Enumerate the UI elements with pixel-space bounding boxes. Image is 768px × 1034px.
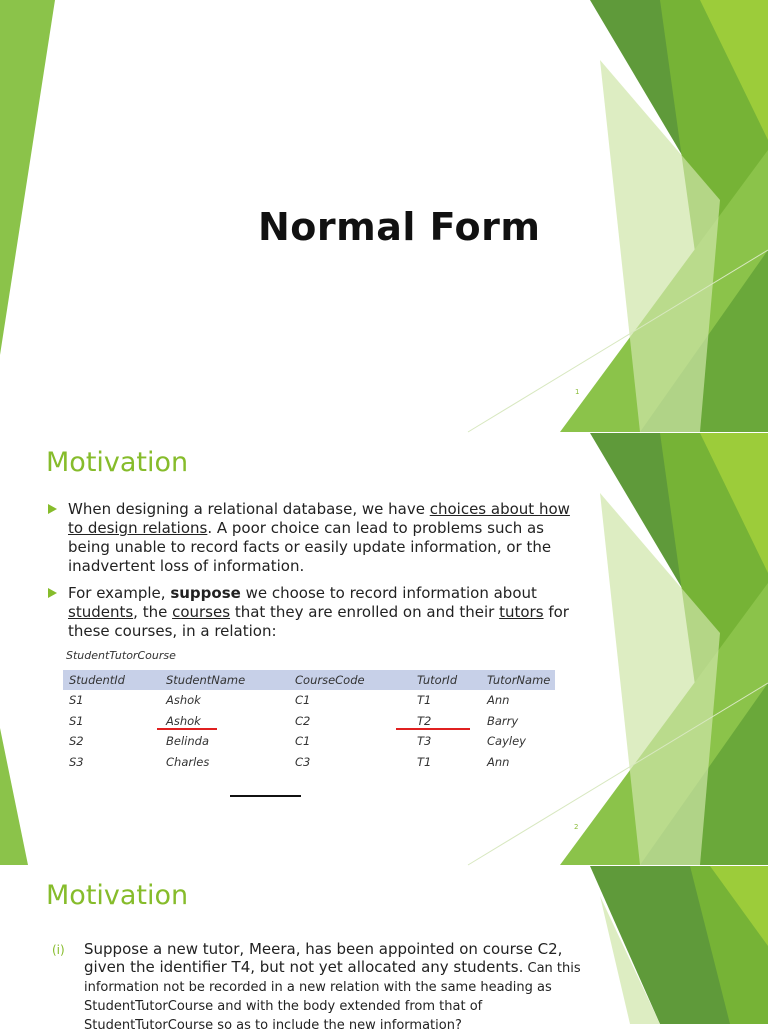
table-cell: S2 xyxy=(69,734,84,748)
table-row xyxy=(63,752,555,773)
slide-2 xyxy=(0,433,768,865)
underlined-text: choices about how to design relations xyxy=(68,500,570,537)
table-header-cell: CourseCode xyxy=(295,673,365,687)
table-cell: C3 xyxy=(295,754,311,769)
table-cell: T1 xyxy=(417,693,432,707)
black-annotation-line xyxy=(230,795,301,797)
text-segment: For example, xyxy=(68,584,171,602)
table-cell: S3 xyxy=(69,754,84,769)
table-cell: Ashok xyxy=(166,713,201,728)
red-annotation-underline xyxy=(157,728,217,730)
table-cell: Barry xyxy=(487,713,519,728)
table-caption: StudentTutorCourse xyxy=(66,649,176,662)
table-cell: Charles xyxy=(166,754,210,769)
text-segment: When designing a relational database, we have xyxy=(68,500,430,518)
table-cell: C1 xyxy=(295,693,311,707)
text-segment: , the xyxy=(133,603,173,621)
table-header-cell: StudentId xyxy=(69,673,125,687)
table-header-cell: StudentName xyxy=(166,673,246,687)
table-cell: C1 xyxy=(295,734,311,748)
text-segment: . A poor choice can lead to problems such as being unable to record facts or easily update information, or the inadvertent loss of information. xyxy=(68,519,552,575)
relation-table xyxy=(63,670,555,772)
slide-1 xyxy=(0,0,768,432)
bullet-arrow-icon xyxy=(48,504,57,514)
red-annotation-underline xyxy=(396,728,470,730)
table-header-row xyxy=(63,670,555,690)
table-row xyxy=(63,711,555,732)
table-cell: Cayley xyxy=(487,734,526,748)
table-header-cell: TutorId xyxy=(417,673,458,687)
underlined-text: tutors xyxy=(499,603,544,621)
table-cell: S1 xyxy=(69,693,84,707)
table-cell: T1 xyxy=(417,754,432,769)
table-cell: C2 xyxy=(295,713,311,728)
table-cell: Ann xyxy=(487,754,510,769)
item-text xyxy=(84,940,592,1034)
text-segment: Suppose a new tutor, Meera, has been appointed on course C2, given the identifier T4, but not yet allocated any students. xyxy=(84,940,563,976)
table-cell: S1 xyxy=(69,713,84,728)
table-cell: Ann xyxy=(487,693,510,707)
table-cell: T2 xyxy=(417,713,432,728)
table-cell: T3 xyxy=(417,734,432,748)
underlined-text: students xyxy=(68,603,134,621)
slide-3 xyxy=(0,866,768,1033)
bold-text: suppose xyxy=(170,584,241,602)
slide-3-title: Motivation xyxy=(46,880,189,911)
item-number: (i) xyxy=(52,943,65,957)
text-segment: for these courses, in a relation: xyxy=(68,603,569,640)
bullet-item xyxy=(48,500,588,576)
slide-2-title: Motivation xyxy=(46,447,189,478)
text-segment: Can this information not be recorded in a new relation with the same heading as StudentTutorCourse and with the body extended from that of StudentTutorCourse so as to include the new information? xyxy=(84,961,581,1033)
table-row xyxy=(63,690,555,711)
bullet-text xyxy=(68,500,588,576)
text-segment: that they are enrolled on and their xyxy=(230,603,500,621)
bullet-text xyxy=(68,584,588,641)
table-cell: Belinda xyxy=(166,734,209,748)
table-row xyxy=(63,731,555,752)
bullet-item xyxy=(48,584,588,641)
text-segment: we choose to record information about xyxy=(240,584,537,602)
table-cell: Ashok xyxy=(166,693,201,707)
numbered-item xyxy=(52,940,592,1034)
bullet-arrow-icon xyxy=(48,588,57,598)
slide-1-title: Normal Form xyxy=(258,205,541,249)
page-number: 1 xyxy=(575,388,580,396)
table-header-cell: TutorName xyxy=(487,673,551,687)
page-number: 2 xyxy=(574,823,579,831)
underlined-text: courses xyxy=(172,603,231,621)
